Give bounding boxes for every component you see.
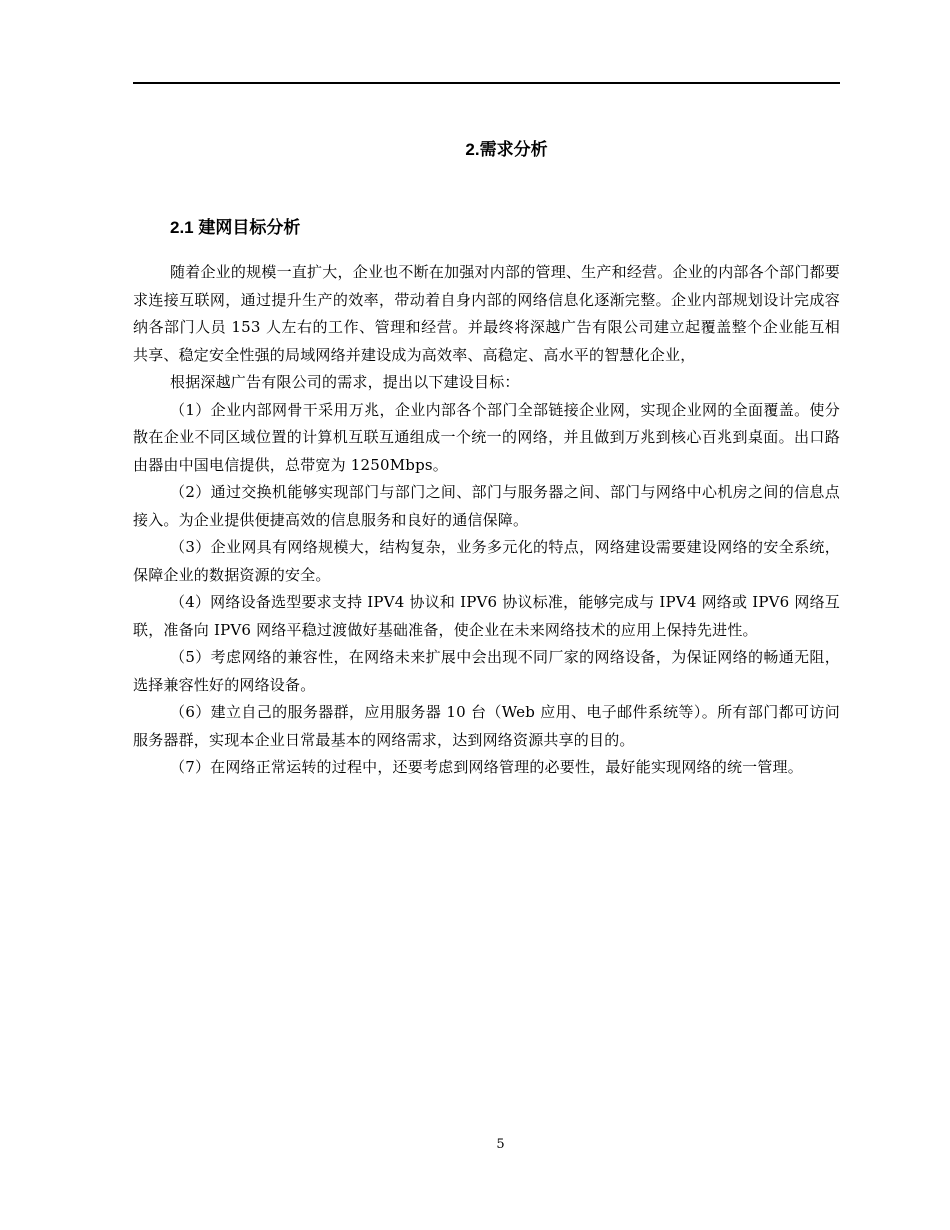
page-number: 5 [496, 1137, 505, 1152]
paragraph-goal-1: （1）企业内部网骨干采用万兆，企业内部各个部门全部链接企业网，实现企业网的全面覆盖。使分散在企业不同区域位置的计算机互联互通组成一个统一的网络，并且做到万兆到核心百兆到桌面。出口路由器由中国电信提供，总带宽为 1250Mbps。 [133, 400, 840, 474]
chapter-title: 2.需求分析 [465, 140, 548, 159]
paragraph-goal-5: （5）考虑网络的兼容性，在网络未来扩展中会出现不同厂家的网络设备，为保证网络的畅通无阻，选择兼容性好的网络设备。 [133, 648, 840, 694]
paragraph-goals-lead: 根据深越广告有限公司的需求，提出以下建设目标： [170, 373, 520, 391]
section-title: 2.1 建网目标分析 [170, 218, 301, 237]
paragraph-goal-6: （6）建立自己的服务器群，应用服务器 10 台（Web 应用、电子邮件系统等）。所有部门都可访问服务器群，实现本企业日常最基本的网络需求，达到网络资源共享的目的。 [133, 703, 840, 749]
paragraph-goal-3: （3）企业网具有网络规模大，结构复杂，业务多元化的特点，网络建设需要建设网络的安全系统，保障企业的数据资源的安全。 [133, 538, 840, 584]
header-rule [133, 82, 840, 84]
paragraph-goal-7: （7）在网络正常运转的过程中，还要考虑到网络管理的必要性，最好能实现网络的统一管理。 [170, 758, 803, 776]
paragraph-goal-4: （4）网络设备选型要求支持 IPV4 协议和 IPV6 协议标准，能够完成与 IPV4 网络或 IPV6 网络互联，准备向 IPV6 网络平稳过渡做好基础准备，使企业在未来网络技术的应用上保持先进性。 [133, 593, 840, 639]
paragraph-intro: 随着企业的规模一直扩大，企业也不断在加强对内部的管理、生产和经营。企业的内部各个部门都要求连接互联网，通过提升生产的效率，带动着自身内部的网络信息化逐渐完整。企业内部规划设计完成容纳各部门人员 153 人左右的工作、管理和经营。并最终将深越广告有限公司建立起覆盖整个企业能互相共享、稳定安全性强的局域网络并建设成为高效率、高稳定、高水平的智慧化企业， [133, 263, 840, 364]
paragraph-goal-2: （2）通过交换机能够实现部门与部门之间、部门与服务器之间、部门与网络中心机房之间的信息点接入。为企业提供便捷高效的信息服务和良好的通信保障。 [133, 483, 840, 529]
body-text [133, 259, 840, 782]
